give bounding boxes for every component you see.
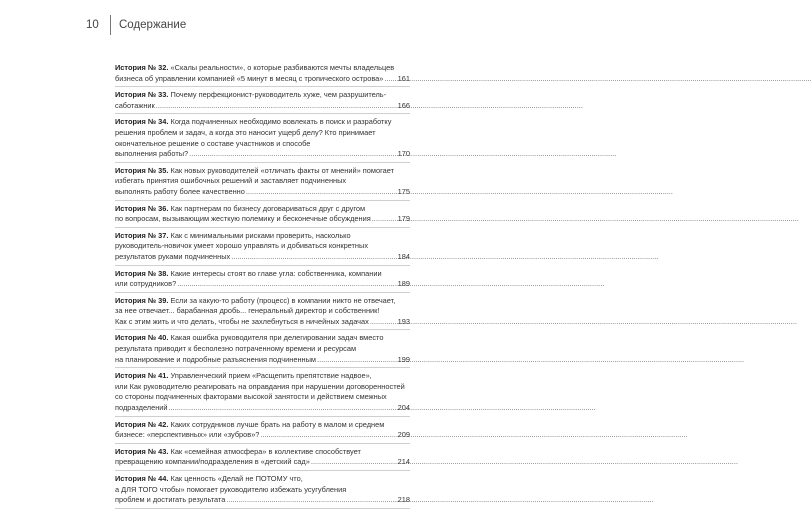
toc-entry-title-line: Когда подчиненных необходимо вовлекать в поиск и разработку (170, 117, 392, 127)
toc-entry-text (115, 279, 176, 290)
page-number: 10 (86, 19, 99, 31)
toc-entry-text (115, 214, 371, 225)
toc-entry-title-line: Как «семейная атмосфера» в коллективе способствует (170, 446, 361, 456)
toc-page-number: 179 (397, 214, 410, 224)
toc-entry-text (115, 128, 375, 137)
toc-entry-line (115, 187, 410, 198)
toc-entry-text (115, 252, 230, 263)
toc-entry-line (115, 333, 410, 344)
toc-entry-line (115, 176, 410, 187)
toc-entry-title-line: Какая ошибка руководителя при делегировании задач вместо (170, 333, 384, 343)
toc-entry-line (115, 296, 410, 307)
dot-leader (246, 187, 397, 198)
dot-leader (189, 149, 396, 160)
toc-entry-line (115, 204, 410, 215)
toc-entry-text (115, 495, 225, 506)
toc-entry-text (115, 90, 386, 99)
toc-entry-text (115, 101, 155, 112)
toc-entry[interactable] (115, 114, 410, 162)
toc-entry[interactable] (115, 87, 410, 114)
toc-entry-title-line: окончательное решение о составе участников и способе (115, 138, 311, 148)
toc-entry-line (115, 474, 410, 485)
toc-entry-line (115, 355, 410, 366)
toc-entry-title-line: бизнеса об управлении компанией «5 минут в месяц с тропического острова» (115, 73, 384, 83)
toc-entry-title-line: избегать принятия ошибочных решений и заставляет подчиненных (115, 176, 347, 186)
toc-entry[interactable] (115, 293, 410, 331)
dot-leader (226, 495, 396, 506)
toc-entry-text (115, 176, 346, 185)
toc-entry-line (115, 231, 410, 242)
dot-leader (384, 74, 396, 85)
toc-entry-line (115, 457, 410, 468)
toc-entry-title-line: результатов руками подчиненных (115, 251, 231, 261)
toc-entry-title-line: Как с минимальными рисками проверить, насколько (170, 230, 351, 240)
toc-entry-line (115, 101, 410, 112)
page-title: Содержание (119, 19, 187, 31)
toc-entry-title-line: по вопросам, вызывающим жесткую полемику и бесконечные обсуждения (115, 214, 371, 224)
toc-entry-text (115, 63, 394, 72)
toc-entry-text (115, 355, 316, 366)
toc-page-number: 209 (397, 430, 410, 440)
toc-entry-label: История № 41. (115, 371, 169, 381)
toc-entry-text (115, 187, 245, 198)
toc-entry[interactable] (115, 201, 410, 228)
toc-entry-label: История № 36. (115, 203, 169, 213)
toc-page-number: 193 (397, 316, 410, 326)
toc-entry-label: История № 34. (115, 117, 169, 127)
toc-page-number: 175 (397, 186, 410, 196)
toc-page-number: 184 (397, 251, 410, 261)
toc-entry-label: История № 33. (115, 90, 169, 100)
toc-entry-label: История № 39. (115, 295, 169, 305)
toc-entry-title-line: а ДЛЯ ТОГО чтобы» помогает руководителю избежать усугубления (115, 484, 347, 494)
toc-entry-label: История № 37. (115, 230, 169, 240)
dot-leader (156, 101, 397, 112)
toc-entry-text (115, 317, 369, 328)
dot-leader (177, 279, 396, 290)
dot-leader (311, 457, 397, 468)
toc-entry-line (115, 128, 410, 139)
toc-entry-title-line: «Скалы реальности», о которые разбиваются мечты владельцев (170, 63, 395, 72)
toc-entry-title-line: Как новых руководителей «отличать факты от мнений» помогает (170, 165, 394, 175)
toc-entry-title-line: или сотрудников? (115, 279, 177, 289)
toc-entry-line (115, 371, 410, 382)
toc-entry-line (115, 420, 410, 431)
toc-entry-label: История № 32. (115, 63, 169, 72)
toc-entry-text (115, 430, 259, 441)
toc-entry-text (115, 306, 379, 315)
toc-entry-line (115, 74, 410, 85)
dot-leader (231, 252, 396, 263)
table-of-contents (115, 50, 410, 509)
toc-entry-title-line: бизнесе: «перспективных» или «зубров»? (115, 430, 260, 440)
toc-entry-title-line: Если за какую-то работу (процесс) в компании никто не отвечает, (170, 295, 396, 305)
toc-entry-title-line: за нее отвечает... барабанная дробь... генеральный директор и собственник! (115, 306, 380, 316)
toc-entry-title-line: или Как руководителю реагировать на оправдания при нарушении договоренностей (115, 381, 405, 391)
toc-entry[interactable] (115, 417, 410, 444)
toc-entry-line (115, 447, 410, 458)
toc-entry-text (115, 231, 351, 240)
toc-entry-text (115, 166, 394, 175)
toc-page-number: 161 (397, 73, 410, 83)
toc-entry-line (115, 269, 410, 280)
dot-leader (372, 214, 397, 225)
toc-entry-title-line: со стороны подчиненных факторами высокой занятости и действием смежных (115, 392, 387, 402)
toc-entry-label: История № 42. (115, 419, 169, 429)
toc-entry[interactable] (115, 163, 410, 201)
toc-entry-text (115, 296, 395, 305)
toc-page-number: 170 (397, 149, 410, 159)
toc-entry-label: История № 43. (115, 446, 169, 456)
toc-entry-title-line: Как с этим жить и что делать, чтобы не захлебнуться в ничейных задачах (115, 316, 369, 326)
toc-entry-title-line: превращению компании/подразделения в «детский сад» (115, 457, 310, 467)
toc-entry-text (115, 457, 310, 468)
toc-entry-line (115, 485, 410, 496)
toc-entry-title-line: Управленческий прием «Расщепить препятствие надвое», (170, 371, 372, 381)
toc-entry-line (115, 344, 410, 355)
toc-entry-text (115, 139, 310, 148)
toc-entry-line (115, 403, 410, 414)
toc-entry[interactable] (115, 444, 410, 471)
toc-entry[interactable] (115, 330, 410, 368)
toc-entry-text (115, 74, 383, 85)
toc-entry-title-line: проблем и достигать результата (115, 495, 226, 505)
toc-page-number: 218 (397, 495, 410, 505)
toc-entry-text (115, 269, 382, 278)
toc-entry-title-line: результата приводит к бесполезно потраченному времени и ресурсам (115, 344, 357, 354)
toc-entry-title-line: руководитель-новичок умеет хорошо управлять и добиваться конкретных (115, 241, 369, 251)
toc-entry-line (115, 382, 410, 393)
toc-entry-text (115, 344, 356, 353)
toc-entry-title-line: выполнения работы? (115, 149, 189, 159)
toc-entry-title-line: Каких сотрудников лучше брать на работу в малом и среднем (170, 419, 385, 429)
toc-entry-text (115, 392, 387, 401)
toc-entry-label: История № 35. (115, 165, 169, 175)
dot-leader (260, 430, 396, 441)
toc-entry-line (115, 149, 410, 160)
page-header (86, 14, 186, 36)
toc-entry-text (115, 447, 361, 456)
toc-entry-line (115, 392, 410, 403)
toc-entry-line (115, 306, 410, 317)
toc-entry-text (115, 117, 391, 126)
toc-entry-line (115, 317, 410, 328)
toc-entry-line (115, 430, 410, 441)
toc-entry-text (115, 403, 168, 414)
toc-entry-title-line: на планирование и подробные разъяснения подчиненным (115, 354, 317, 364)
toc-entry-text (115, 241, 368, 250)
toc-entry-text (115, 149, 188, 160)
dot-leader (317, 355, 397, 366)
toc-entry-text (115, 420, 384, 429)
toc-entry-text (115, 474, 303, 483)
toc-entry-label: История № 38. (115, 268, 169, 278)
toc-entry-label: История № 40. (115, 333, 169, 343)
header-divider (110, 15, 111, 35)
toc-page-number: 199 (397, 354, 410, 364)
toc-entry[interactable] (115, 368, 410, 416)
toc-entry-line (115, 166, 410, 177)
dot-leader (370, 317, 397, 328)
toc-entry-line (115, 252, 410, 263)
toc-entry-line (115, 279, 410, 290)
dot-leader (169, 403, 397, 414)
toc-entry-line (115, 495, 410, 506)
toc-entry-title-line: Как партнерам по бизнесу договариваться друг с другом (170, 203, 366, 213)
toc-entry-text (115, 371, 372, 380)
toc-entry[interactable] (115, 471, 410, 509)
toc-entry-title-line: выполнять работу более качественно (115, 186, 245, 196)
toc-entry-title-line: саботажник (115, 100, 155, 110)
toc-entry-text (115, 485, 346, 494)
toc-entry-line (115, 214, 410, 225)
toc-entry-title-line: Почему перфекционист-руководитель хуже, чем разрушитель- (170, 90, 387, 100)
toc-page-number: 214 (397, 457, 410, 467)
toc-page-number: 204 (397, 403, 410, 413)
toc-entry-text (115, 382, 405, 391)
toc-entry-title-line: Какие интересы стоят во главе угла: собственника, компании (170, 268, 382, 278)
toc-entry[interactable] (115, 266, 410, 293)
toc-entry-line (115, 117, 410, 128)
toc-entry-text (115, 333, 383, 342)
toc-entry[interactable] (115, 50, 410, 87)
toc-page-number: 189 (397, 279, 410, 289)
toc-entry-title-line: Как ценность «Делай не ПОТОМУ что, (170, 474, 303, 483)
toc-page-number: 166 (397, 100, 410, 110)
toc-entry-line (115, 139, 410, 150)
toc-entry-title-line: решения проблем и задач, а когда это наносит ущерб делу? Кто принимает (115, 127, 376, 137)
toc-entry[interactable] (115, 228, 410, 266)
toc-entry-title-line: подразделений (115, 403, 168, 413)
toc-entry-line (115, 241, 410, 252)
toc-entry-label: История № 44. (115, 474, 169, 483)
toc-entry-line (115, 63, 410, 74)
toc-entry-line (115, 90, 410, 101)
toc-entry-text (115, 204, 365, 213)
